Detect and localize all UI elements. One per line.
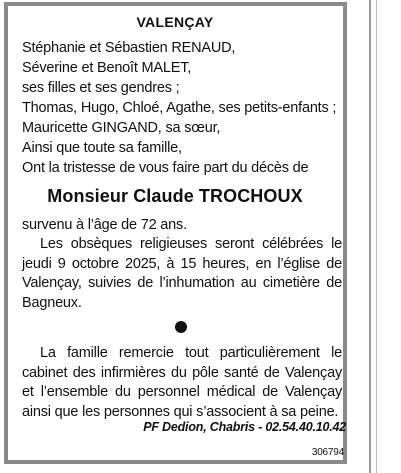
family-line: Ainsi que toute sa famille, — [22, 140, 182, 156]
family-line: ses filles et ses gendres ; — [22, 80, 180, 96]
deceased-name: Monsieur Claude TROCHOUX — [47, 186, 303, 206]
family-line: Mauricette GINGAND, sa sœur, — [22, 120, 221, 136]
separator-bullet — [175, 321, 187, 333]
family-line: Ont la tristesse de vous faire part du décès de — [22, 160, 309, 176]
family-line: Stéphanie et Sébastien RENAUD, — [22, 40, 236, 56]
column-divider-thin — [376, 0, 377, 473]
funeral-paragraph: Les obsèques religieuses seront célébrées le jeudi 9 octobre 2025, à 15 heures, en l’église de Valençay, suivies de l’inhumation au cimetière de Bagneux. — [22, 236, 342, 311]
reference-number: 306794 — [311, 447, 344, 458]
family-line: Thomas, Hugo, Chloé, Agathe, ses petits-enfants ; — [22, 100, 337, 116]
funeral-home-signature: PF Dedion, Chabris - 02.54.40.10.42 — [143, 420, 346, 434]
family-line: Séverine et Benoît MALET, — [22, 60, 192, 76]
thanks-paragraph: La famille remercie tout particulièrement le cabinet des infirmières du pôle santé de Valençay et l’ensemble du personnel médical de Valençay ainsi que les personnes qui s’associent à sa peine. — [22, 345, 342, 420]
town-heading: VALENÇAY — [136, 14, 214, 30]
age-line: survenu à l’âge de 72 ans. — [22, 217, 187, 233]
column-divider — [369, 0, 371, 473]
